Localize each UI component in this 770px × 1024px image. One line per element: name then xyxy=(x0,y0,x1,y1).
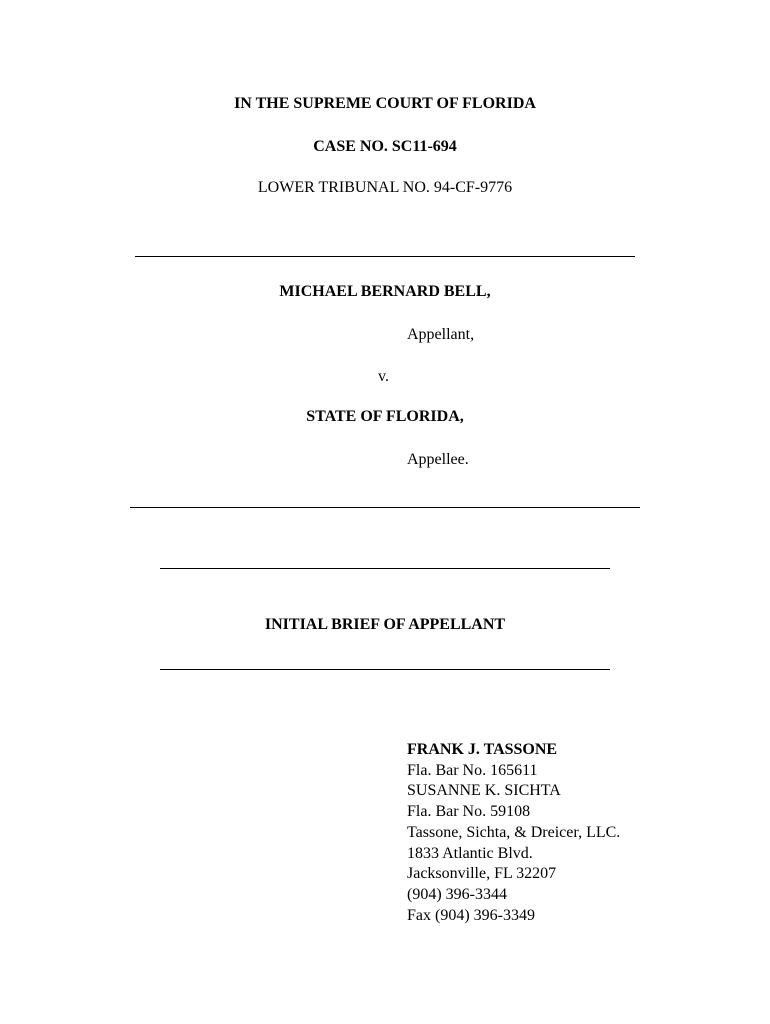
firm-name: Tassone, Sichta, & Dreicer, LLC. xyxy=(407,823,621,841)
firm-street: 1833 Atlantic Blvd. xyxy=(407,844,533,862)
firm-fax: Fax (904) 396-3349 xyxy=(407,906,535,924)
court-heading: IN THE SUPREME COURT OF FLORIDA xyxy=(234,95,536,112)
appellant-name: MICHAEL BERNARD BELL, xyxy=(279,283,491,300)
separator-rule-1 xyxy=(135,256,635,257)
firm-city-state-zip: Jacksonville, FL 32207 xyxy=(407,865,557,883)
appellee-name: STATE OF FLORIDA, xyxy=(306,408,464,425)
attorney-2-bar-number: Fla. Bar No. 59108 xyxy=(407,803,531,821)
separator-rule-2 xyxy=(130,507,640,508)
versus-label: v. xyxy=(378,368,389,385)
lower-tribunal-number: LOWER TRIBUNAL NO. 94-CF-9776 xyxy=(257,179,513,196)
title-rule-top xyxy=(160,568,610,569)
appellant-role: Appellant, xyxy=(407,326,475,343)
appellee-role: Appellee. xyxy=(407,451,469,468)
title-rule-bottom xyxy=(160,669,610,670)
attorney-2-name: SUSANNE K. SICHTA xyxy=(407,782,561,800)
firm-phone: (904) 396-3344 xyxy=(407,885,507,903)
counsel-block xyxy=(407,740,620,926)
brief-title: INITIAL BRIEF OF APPELLANT xyxy=(264,616,506,633)
case-number: CASE NO. SC11-694 xyxy=(313,138,457,155)
attorney-1-name: FRANK J. TASSONE xyxy=(407,741,558,758)
attorney-1-bar-number: Fla. Bar No. 165611 xyxy=(407,761,538,779)
